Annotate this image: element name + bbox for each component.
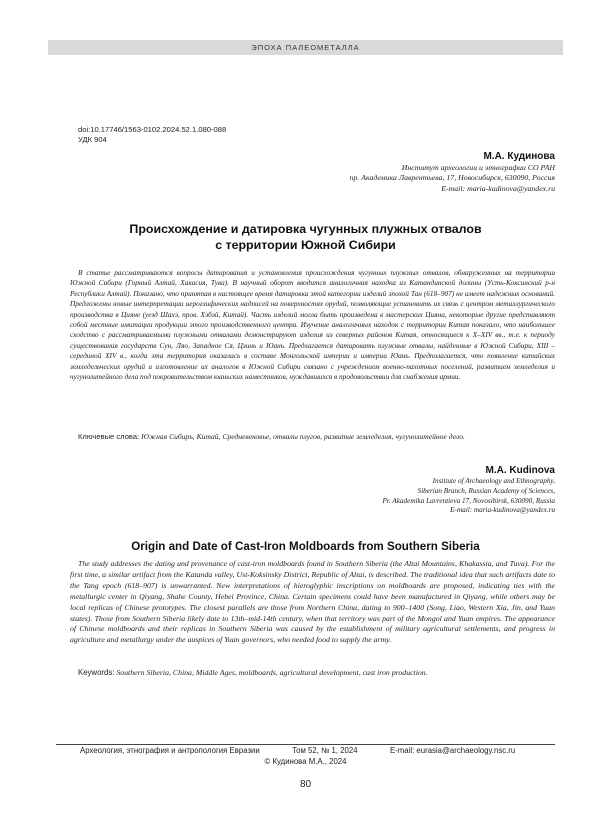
en-abstract: The study addresses the dating and provenance of cast-iron moldboards found in Southern Siberia (the Altai Mountains, Khakassia, and Tuva). For the first time, a similar artifact from the Katanda valley, Ust-Koksinsky District, Republic of Altai, is described. The traditional idea that such artifacts date to the Tang epoch (618–907) is unwarranted. New interpretations of hieroglyphic inscriptions on moldboards are proposed, indicating ties with the metallurgic center in Qiyang, Shahe County, Hebei Province, China. Certain specimens could have been manufactured in Qiyang, while others may be local replicas of Chinese prototypes. The closest parallels are those from Northern China, dating to 900–1400 (Song, Liao, Western Xia, Jin, and Yuan states). Those from Southern Siberia likely date to 13th–mid-14th century, when that territory was part of the Mongol and Yuan empires. The appearance of Chinese moldboards and their replicas in Southern Siberia was caused by the establishment of military agricultural settlements, and progress in agriculture and metallurgy under the auspices of Yuan governors, who needed food to supply the army.: [70, 559, 555, 645]
ru-title: [56, 221, 555, 253]
en-keywords-text: Southern Siberia, China, Middle Ages, moldboards, agricultural development, cast iron production.: [116, 668, 428, 677]
journal-name: Археология, этнография и антропология Евразии: [80, 746, 260, 755]
en-affiliation-line: Pr. Akademika Lavrentieva 17, Novosibirsk, 630090, Russia: [382, 496, 555, 505]
en-title: Origin and Date of Cast-Iron Moldboards from Southern Siberia: [131, 540, 480, 553]
section-header: ЭПОХА ПАЛЕОМЕТАЛЛА: [48, 40, 563, 55]
udk: УДК 904: [78, 135, 107, 144]
en-affiliation-line: Siberian Branch, Russian Academy of Sciences,: [417, 486, 555, 495]
en-keywords-label: Keywords:: [78, 668, 115, 677]
en-keywords: [70, 668, 555, 679]
ru-affiliation-email: E-mail: maria-kudinova@yandex.ru: [441, 183, 555, 193]
en-author-name: M.A. Kudinova: [485, 465, 555, 476]
ru-affiliation-line: Институт археологии и этнографии СО РАН: [401, 163, 555, 172]
en-affiliation-line: Institute of Archaeology and Ethnography,: [432, 477, 555, 485]
doi: doi:10.17746/1563-0102.2024.52.1.080-088: [78, 125, 227, 134]
ru-author-name: М.А. Кудинова: [483, 151, 555, 162]
ru-affiliation-line: пр. Академика Лаврентьева, 17, Новосибирск, 630090, Россия: [349, 173, 555, 183]
ru-keywords: [70, 432, 555, 442]
ru-title-line: Происхождение и датировка чугунных плужных отвалов: [129, 222, 482, 236]
journal-volume: Том 52, № 1, 2024: [292, 746, 358, 755]
ru-keywords-text: Южная Сибирь, Китай, Средневековье, отвалы плугов, развитие земледелия, чугунолитейное дело.: [141, 432, 465, 441]
copyright: © Кудинова М.А., 2024: [264, 757, 347, 766]
footer-divider: [56, 744, 555, 745]
ru-keywords-label: Ключевые слова:: [78, 432, 140, 441]
journal-email: E-mail: eurasia@archaeology.nsc.ru: [390, 746, 516, 755]
en-author-block: [383, 464, 555, 516]
doi-block: [78, 125, 226, 145]
footer-journal-line: [56, 746, 555, 757]
ru-abstract: В статье рассматриваются вопросы датирования и установления происхождения чугунных плужных отвалов, обнаруженных на территории Южной Сибири (Горный Алтай, Хакасия, Тува). В научный оборот вводится аналогичная находка из Катандинской долины (Усть-Коксинский р-н Республики Алтай). Показано, что принятая в настоящее время датировка этой категории изделий эпохой Тан (618–907) не имеет надежных оснований. Предложены новые интерпретации иероглифических надписей на поверхностях орудий, позволяющие установить их связь с центром металлургического производства в Цияне (уезд Шахэ, пров. Хэбэй, Китай). Часть изделий могла быть произведена в мастерских Цияна, некоторые другие представляют собой местные имитации продукции этого производственного центра. Изучение аналогичных находок с территории Китая показало, что наибольшее сходство с рассматриваемыми плужными отвалами демонстрируют изделия из северных районов Китая, относящиеся к X–XIV вв., т.е. к периоду существования государств Сун, Ляо, Западное Ся, Цзинь и Юань. Предлагается датировать плужные отвалы, найденные в Южной Сибири, XIII – серединой XIV в., когда эта территория оказалась в составе Монгольской империи и империи Юань. Предполагается, что появление китайских земледельческих орудий и изготовление их аналогов в Южной Сибири связано с учреждением военно-пахотных поселений, развитием земледелия и чугунолитейного дела под покровительством юаньских наместников, нуждавшихся в продовольствии для снабжения армии.: [70, 268, 555, 382]
en-affiliation-email: E-mail: maria-kudinova@yandex.ru: [450, 506, 555, 515]
page-number: 80: [299, 779, 312, 790]
ru-title-line: с территории Южной Сибири: [215, 238, 396, 252]
ru-author-block: [350, 150, 555, 194]
